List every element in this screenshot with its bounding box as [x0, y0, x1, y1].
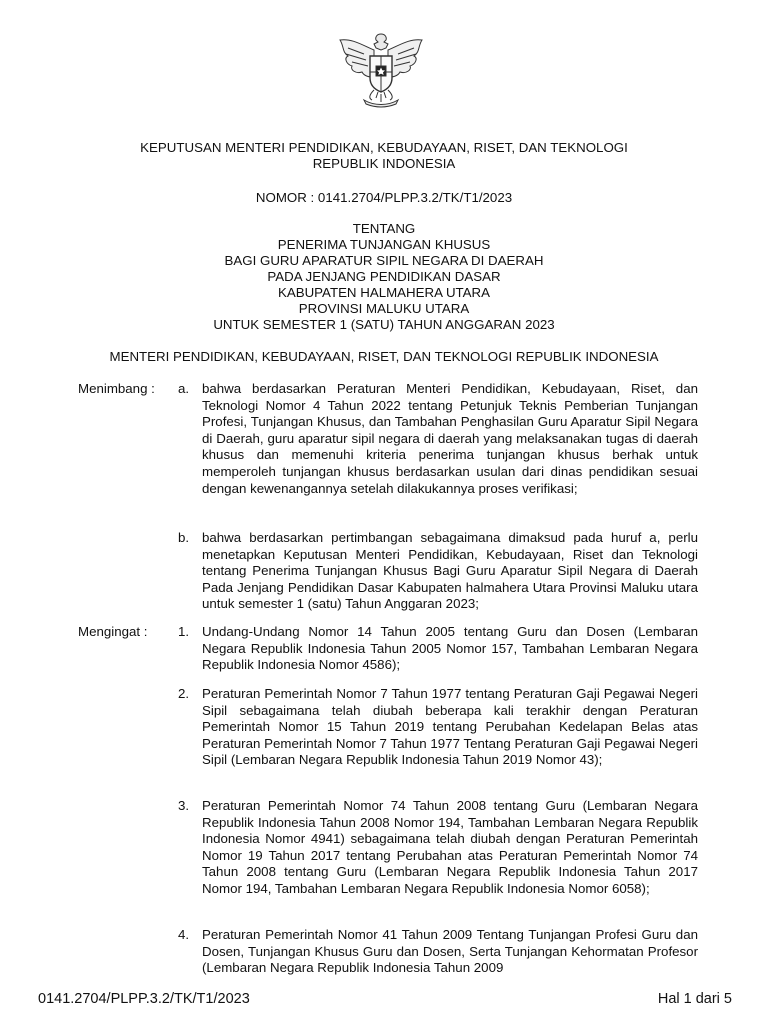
tentang-heading: TENTANG: [352, 221, 416, 236]
item-marker: 1.: [178, 624, 190, 639]
garuda-emblem-icon: [334, 28, 428, 112]
subject-line: KABUPATEN HALMAHERA UTARA: [277, 285, 491, 300]
subject-line: PROVINSI MALUKU UTARA: [298, 301, 470, 316]
subject-line: PENERIMA TUNJANGAN KHUSUS: [277, 237, 491, 252]
mengingat-item-4: [178, 927, 698, 977]
subject-line: UNTUK SEMESTER 1 (SATU) TAHUN ANGGARAN 2023: [213, 317, 555, 332]
item-marker: 2.: [178, 686, 190, 701]
item-text: Peraturan Pemerintah Nomor 7 Tahun 1977 tentang Peraturan Gaji Pegawai Negeri Sipil sebagaimana telah diubah beberapa kali terakhir dengan Peraturan Pemerintah Nomor 15 Tahun 2019 tentang Perubahan Kedelapan Belas atas Peraturan Pemerintah Nomor 7 Tahun 1977 Tentang Peraturan Gaji Pegawai Negeri Sipil (Lembaran Negara Republik Indonesia Tahun 2019 Nomor 43);: [202, 686, 698, 768]
item-marker: b.: [178, 530, 190, 545]
menimbang-item-a: [178, 381, 698, 497]
subject-line: PADA JENJANG PENDIDIKAN DASAR: [267, 269, 501, 284]
item-marker: 3.: [178, 798, 190, 813]
decree-number: NOMOR : 0141.2704/PLPP.3.2/TK/T1/2023: [255, 190, 513, 205]
title-line-2: REPUBLIK INDONESIA: [312, 156, 456, 171]
item-marker: 4.: [178, 927, 190, 942]
mengingat-item-3: [178, 798, 698, 898]
item-marker: a.: [178, 381, 190, 396]
item-text: bahwa berdasarkan pertimbangan sebagaimana dimaksud pada huruf a, perlu menetapkan Keputusan Menteri Pendidikan, Kebudayaan, Riset dan Teknologi tentang Penerima Tunjangan Khusus Bagi Guru Aparatur Sipil Negara di Daerah Pada Jenjang Pendidikan Dasar Kabupaten halmahera Utara Provinsi Maluku utara untuk semester 1 (satu) Tahun Anggaran 2023;: [202, 530, 698, 612]
minister-heading: MENTERI PENDIDIKAN, KEBUDAYAAN, RISET, DAN TEKNOLOGI REPUBLIK INDONESIA: [109, 349, 659, 364]
mengingat-item-1: [178, 624, 698, 674]
menimbang-item-b: [178, 530, 698, 613]
subject-line: BAGI GURU APARATUR SIPIL NEGARA DI DAERAH: [224, 253, 544, 268]
item-text: Peraturan Pemerintah Nomor 41 Tahun 2009 Tentang Tunjangan Profesi Guru dan Dosen, Tunjangan Khusus Guru dan Dosen, Serta Tunjangan Kehormatan Profesor (Lembaran Negara Republik Indonesia Tahun 2009: [202, 927, 698, 976]
mengingat-item-2: [178, 686, 698, 769]
item-text: Undang-Undang Nomor 14 Tahun 2005 tentang Guru dan Dosen (Lembaran Negara Republik Indonesia Tahun 2005 Nomor 157, Tambahan Lembaran Negara Republik Indonesia Nomor 4586);: [202, 624, 698, 673]
item-text: bahwa berdasarkan Peraturan Menteri Pendidikan, Kebudayaan, Riset, dan Teknologi Nomor 4 Tahun 2022 tentang Petunjuk Teknis Pemberian Tunjangan Profesi, Tunjangan Khusus, dan Tambahan Penghasilan Guru Aparatur Sipil Negara di Daerah, guru aparatur sipil negara di daerah yang melaksanakan tugas di daerah khusus dan memenuhi kriteria penerima tunjangan khusus berhak untuk memperoleh tunjangan khusus berdasarkan usulan dari dinas pendidikan sesuai dengan kewenangannya setelah dilakukannya proses verifikasi;: [202, 381, 698, 496]
menimbang-label: Menimbang :: [78, 381, 155, 396]
item-text: Peraturan Pemerintah Nomor 74 Tahun 2008 tentang Guru (Lembaran Negara Republik Indonesia Tahun 2008 Nomor 194, Tambahan Lembaran Negara Republik Indonesia Nomor 4941) sebagaimana telah diubah dengan Peraturan Pemerintah Nomor 19 Tahun 2017 tentang Perubahan atas Peraturan Pemerintah Nomor 74 Tahun 2008 tentang Guru (Lembaran Negara Republik Indonesia Tahun 2017 Nomor 194, Tambahan Lembaran Negara Republik Indonesia Nomor 6058);: [202, 798, 698, 896]
mengingat-label: Mengingat :: [78, 624, 148, 639]
footer-page-number: Hal 1 dari 5: [657, 991, 732, 1007]
footer-doc-number: 0141.2704/PLPP.3.2/TK/T1/2023: [38, 991, 250, 1007]
title-line-1: KEPUTUSAN MENTERI PENDIDIKAN, KEBUDAYAAN, RISET, DAN TEKNOLOGI: [140, 140, 628, 155]
